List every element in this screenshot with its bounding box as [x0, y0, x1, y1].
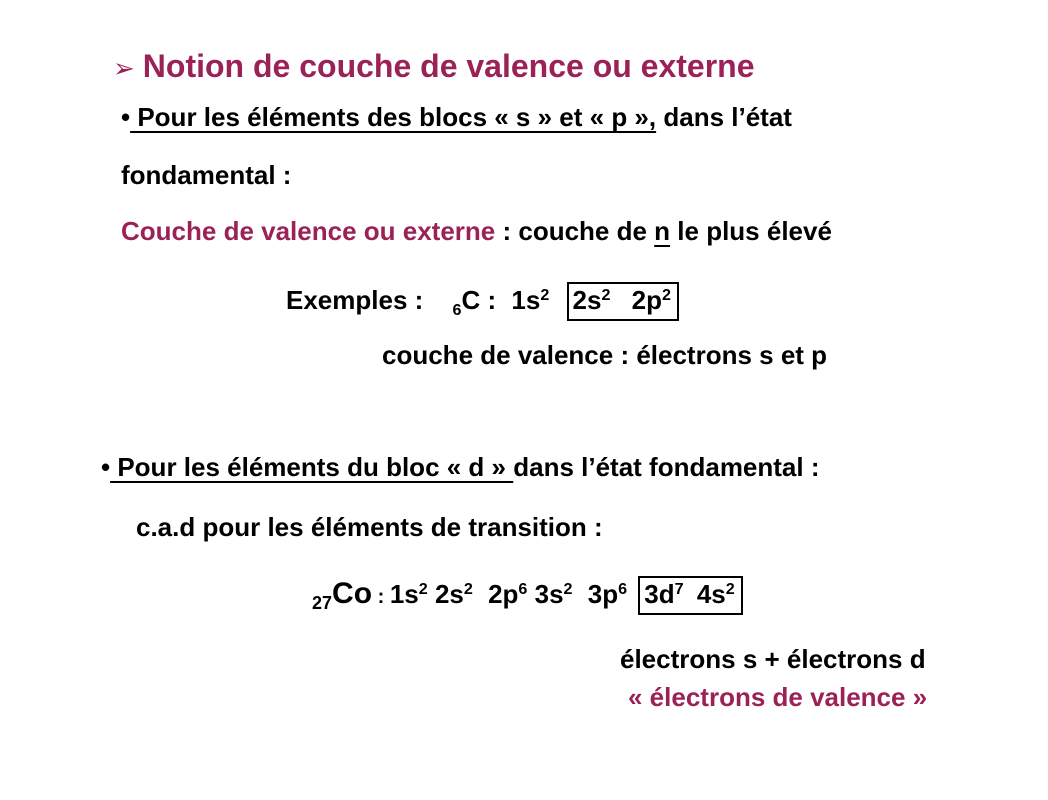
example-cobalt [312, 576, 743, 615]
orbital: $3p^6$ [587, 579, 628, 609]
cobalt-note-line1: électrons s + électrons d [620, 644, 926, 674]
example-note: couche de valence : électrons s et p [382, 340, 828, 370]
carbon-symbol: C : [461, 285, 497, 315]
section2-subline: c.a.d pour les éléments de transition : [136, 512, 603, 542]
orbital: $2s^2$ [434, 579, 473, 609]
cobalt-symbol: Co [332, 577, 373, 610]
section1-heading-underlined: Pour les éléments des blocs « s » et « p », [130, 102, 657, 132]
section1-heading-line2: fondamental : [121, 160, 292, 190]
bullet-icon: • [101, 452, 111, 482]
orbital: $2p^2$ [631, 285, 671, 315]
orbital: $2p^6$ [488, 579, 528, 609]
section2-heading-underlined: Pour les éléments du bloc « d » [110, 452, 514, 482]
cobalt-atomic-number: 27 [312, 593, 333, 614]
carbon-valence-box [567, 282, 679, 321]
orbital: $1s^2$ [389, 579, 428, 609]
definition-line [121, 216, 832, 247]
definition-n: n [654, 216, 671, 246]
orbital: $2s^2$ [572, 285, 611, 315]
definition-term: Couche de valence ou externe [121, 216, 496, 246]
orbital: $3d^7$ [644, 579, 684, 609]
page-title [113, 48, 755, 85]
section2-heading [101, 452, 820, 483]
title-text: Notion de couche de valence ou externe [142, 48, 755, 84]
carbon-atomic-number: 6 [452, 300, 462, 319]
orbital: $3s^2$ [534, 579, 573, 609]
colon: : [372, 586, 390, 608]
cobalt-valence-box [638, 576, 742, 615]
definition-end: le plus élevé [670, 216, 832, 246]
section1-heading-rest: dans l’état [656, 102, 792, 132]
definition-mid: : couche de [495, 216, 655, 246]
bullet-icon: • [121, 102, 131, 132]
arrow-bullet-icon: ➢ [113, 53, 135, 83]
example-label: Exemples : [286, 285, 424, 315]
section2-heading-rest: dans l’état fondamental : [513, 452, 820, 482]
carbon-config-outer: $1s^2$ [511, 285, 550, 315]
example-carbon [286, 282, 679, 321]
orbital: $4s^2$ [696, 579, 735, 609]
section1-heading [121, 102, 792, 133]
cobalt-note-line2: « électrons de valence » [628, 682, 928, 712]
